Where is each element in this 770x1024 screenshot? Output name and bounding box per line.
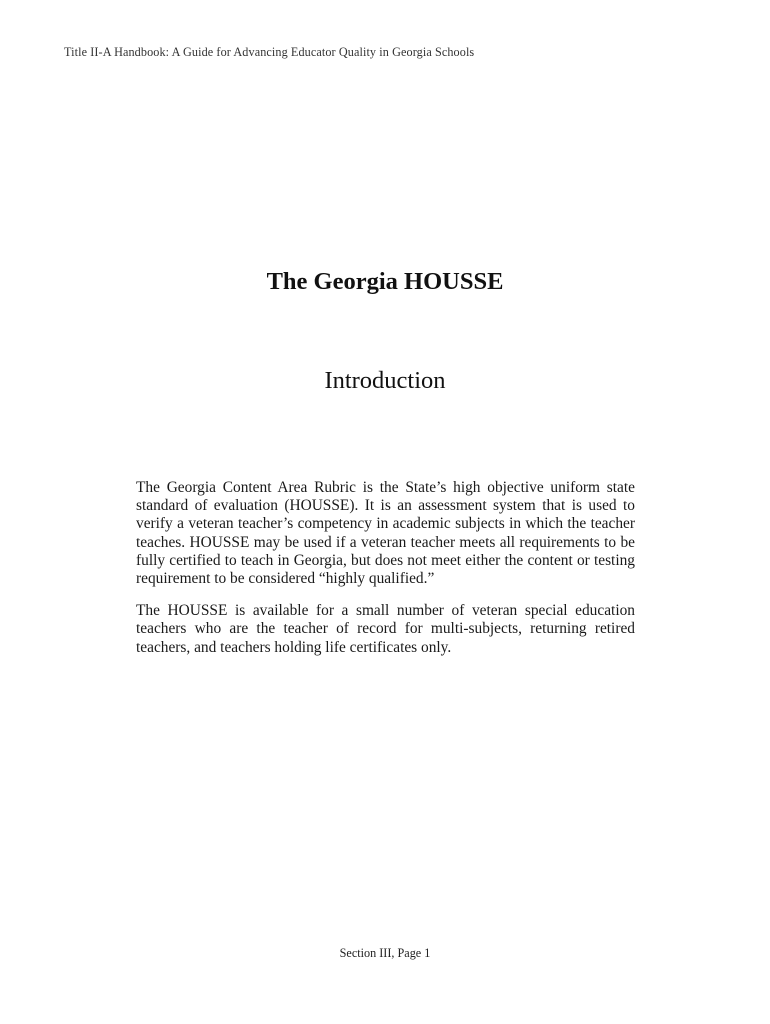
section-heading: Introduction bbox=[324, 367, 446, 394]
document-title: The Georgia HOUSSE bbox=[266, 268, 504, 295]
body-text bbox=[136, 479, 635, 671]
page-footer: Section III, Page 1 bbox=[339, 946, 431, 960]
running-header: Title II-A Handbook: A Guide for Advancing Educator Quality in Georgia Schools bbox=[64, 45, 475, 59]
paragraph: The HOUSSE is available for a small number of veteran special education teachers who are the teacher of record for multi-subjects, returning retired teachers, and teachers holding life certificates only. bbox=[136, 602, 635, 656]
paragraph: The Georgia Content Area Rubric is the State’s high objective uniform state standard of evaluation (HOUSSE). It is an assessment system that is used to verify a veteran teacher’s competency in academic subjects in which the teacher teaches. HOUSSE may be used if a veteran teacher meets all requirements to be fully certified to teach in Georgia, but does not meet either the content or testing requirement to be considered “highly qualified.” bbox=[136, 479, 635, 588]
